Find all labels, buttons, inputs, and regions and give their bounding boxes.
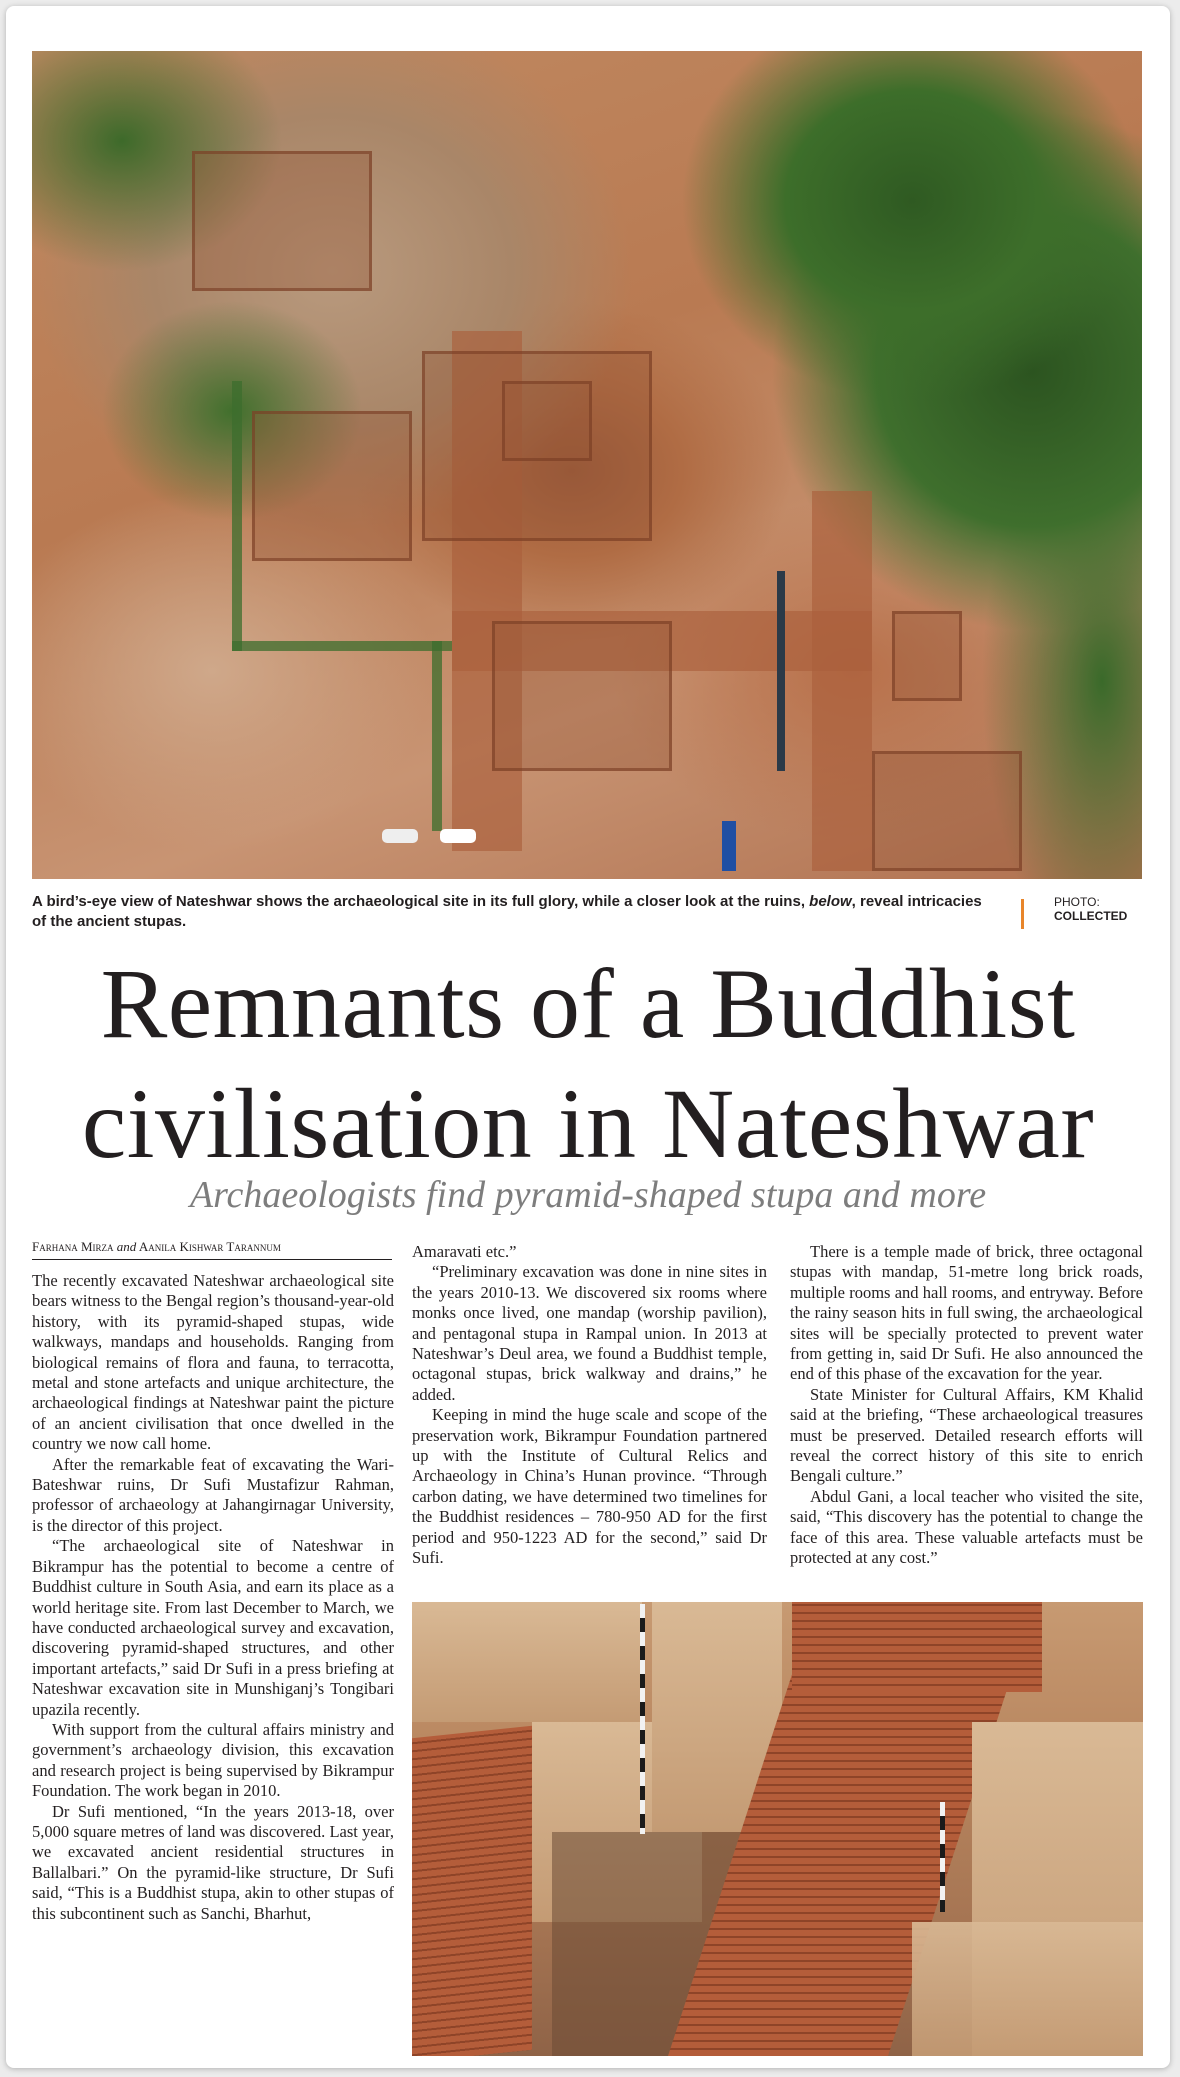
- paragraph: “The archaeological site of Nateshwar in Bikrampur has the potential to become a centre of Buddhist culture in South Asia, and earn its place as a world heritage site. From last December to March, we have conducted archaeological survey and excavation, discovering pyramid-shaped structures, and other important artefacts,” said Dr Sufi in a press briefing at Nateshwar excavation site in Munshiganj’s Tongibari upazila recently.: [32, 1536, 394, 1719]
- paragraph: “Preliminary excavation was done in nine sites in the years 2010-13. We discovered six rooms where monks once lived, one mandap (worship pavilion), and pentagonal stupa in Rampal union. In 2013 at Nateshwar’s Deul area, we found a Buddhist temple, octagonal stupas, brick walkway and drains,” he added.: [412, 1262, 767, 1404]
- blue-structure: [722, 821, 736, 871]
- paragraph: Dr Sufi mentioned, “In the years 2013-18, over 5,000 square metres of land was discovered. Last year, we excavated ancient residential structures in Ballalbari.” On the pyramid-like structure, Dr Sufi said, “This is a Buddhist stupa, akin to other stupas of this subcontinent such as Sanchi, Bharhut,: [32, 1801, 394, 1923]
- photo-credit: [1054, 895, 1154, 923]
- credit-label: PHOTO:: [1054, 895, 1100, 909]
- headline: [6, 944, 1170, 1184]
- subheadline: Archaeologists find pyramid-shaped stupa and more: [189, 1174, 987, 1216]
- excavation-pit: [892, 611, 962, 701]
- hedge-line: [432, 641, 442, 831]
- byline-author-1: Farhana Mirza: [32, 1239, 114, 1254]
- hedge-line: [232, 641, 452, 651]
- caption-text-a: A bird’s-eye view of Nateshwar shows the archaeological site in its full glory, while a closer look at the ruins,: [32, 893, 810, 910]
- newspaper-page: [6, 6, 1170, 2068]
- paragraph: Keeping in mind the huge scale and scope of the preservation work, Bikrampur Foundation partnered up with the Institute of Cultural Relics and Archaeology in China’s Hunan province. “Through carbon dating, we have determined two timelines for the Buddhist residences – 780-950 AD for the first period and 950-1223 AD for the second,” said Dr Sufi.: [412, 1405, 767, 1568]
- caption-text-b: , reveal intricacies of the ancient stupas.: [32, 893, 982, 930]
- measuring-pole: [640, 1604, 645, 1834]
- paragraph: After the remarkable feat of excavating the Wari-Bateshwar ruins, Dr Sufi Mustafizur Rahman, professor of archaeology at Jahangirnagar University, is the director of this project.: [32, 1454, 394, 1535]
- paragraph: The recently excavated Nateshwar archaeological site bears witness to the Bengal region’s thousand-year-old history, with its pyramid-shaped stupas, wide walkways, mandaps and households. Ranging from biological remains of flora and fauna, to terracotta, metal and stone artefacts and unique architecture, the archaeological findings at Nateshwar paint the picture of an ancient civilisation that once dwelled in the country we now call home.: [32, 1271, 394, 1454]
- parked-car: [440, 829, 476, 843]
- ruins-photo: [412, 1602, 1143, 2056]
- aerial-photo: [32, 51, 1142, 879]
- stone-wall: [412, 1602, 642, 1722]
- stone-step: [912, 1922, 1143, 2056]
- photo-caption: [32, 892, 982, 932]
- brick-wall: [792, 1602, 1042, 1692]
- parked-car: [382, 829, 418, 843]
- paragraph: Abdul Gani, a local teacher who visited the site, said, “This discovery has the potential to change the face of this area. These valuable artefacts must be protected at any cost.”: [790, 1486, 1143, 1568]
- byline-author-2: Aanila Kishwar Tarannum: [138, 1239, 281, 1254]
- excavation-pit: [252, 411, 412, 561]
- paragraph: State Minister for Cultural Affairs, KM Khalid said at the briefing, “These archaeological treasures must be preserved. Detailed research efforts will reveal the correct history of this site to enrich Bengali culture.”: [790, 1384, 1143, 1486]
- excavation-pit: [492, 621, 672, 771]
- caption-emphasis: below: [809, 893, 852, 910]
- excavation-pit: [872, 751, 1022, 871]
- headline-line-1: Remnants of a Buddhist: [100, 948, 1076, 1059]
- credit-value: COLLECTED: [1054, 909, 1128, 923]
- byline: [32, 1239, 392, 1260]
- excavation-pit: [192, 151, 372, 291]
- measuring-pole: [940, 1802, 945, 1912]
- paragraph: There is a temple made of brick, three octagonal stupas with mandap, 51-metre long brick roads, multiple rooms and hall rooms, and entryway. Before the rainy season hits in full swing, the archaeological sites will be specially protected to prevent water from getting in, said Dr Sufi. He also announced the end of this phase of the excavation for the year.: [790, 1242, 1143, 1384]
- credit-accent-bar: [1021, 899, 1024, 929]
- byline-and: and: [116, 1239, 137, 1254]
- hedge-line: [232, 381, 242, 651]
- brick-wall: [412, 1726, 532, 2056]
- paragraph: Amaravati etc.”: [412, 1242, 517, 1261]
- excavation-pit: [502, 381, 592, 461]
- headline-line-2: civilisation in Nateshwar: [81, 1068, 1095, 1179]
- article-column-3: [790, 1242, 1143, 1569]
- article-column-1: [32, 1271, 394, 1924]
- paragraph: With support from the cultural affairs ministry and government’s archaeology division, this excavation and research project is being supervised by Bikrampur Foundation. The work began in 2010.: [32, 1719, 394, 1801]
- brick-walkway: [812, 491, 872, 871]
- drain-channel: [777, 571, 785, 771]
- article-column-2: [412, 1242, 767, 1569]
